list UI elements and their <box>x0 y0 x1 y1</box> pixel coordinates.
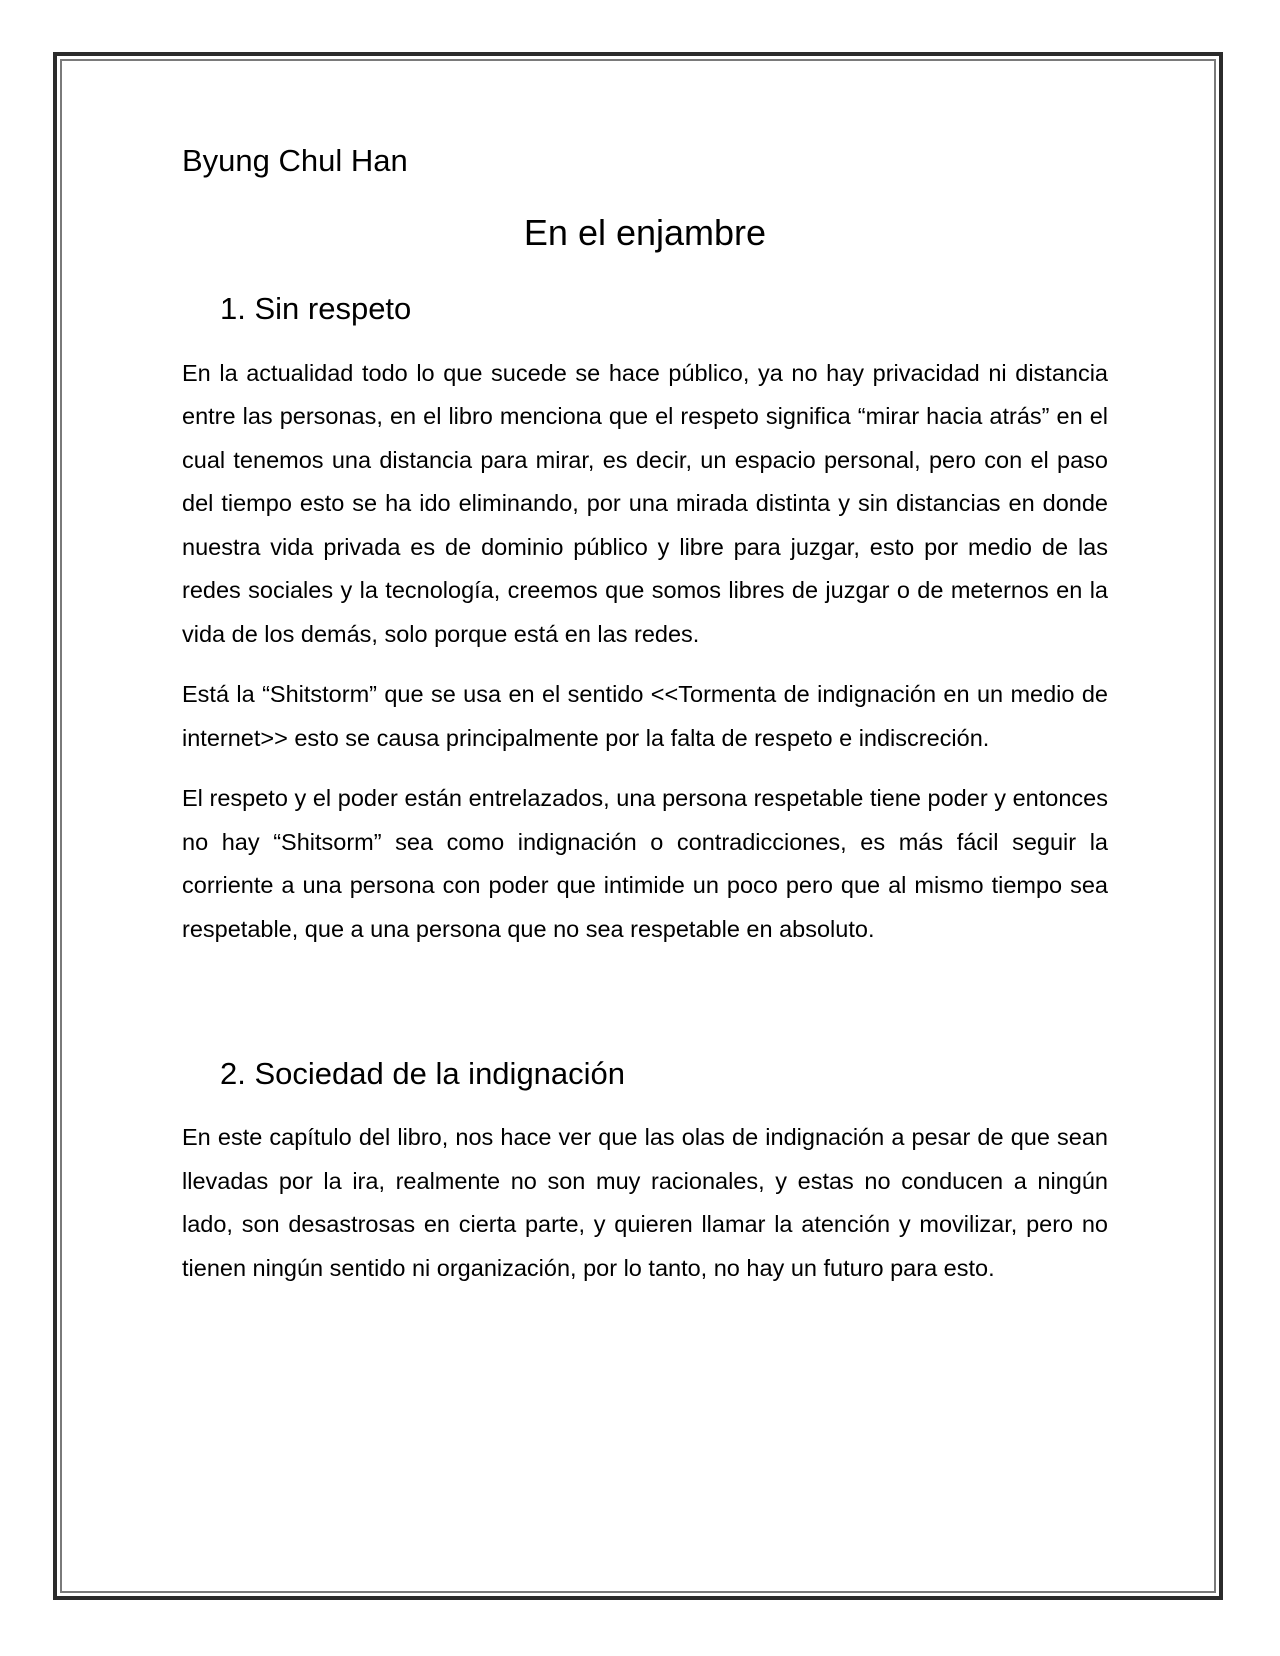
document-body <box>182 142 1108 1290</box>
section-sin-respeto <box>182 290 1108 951</box>
paragraph: El respeto y el poder están entrelazados, una persona respetable tiene poder y entonces no hay “Shitsorm” sea como indignación o contradicciones, es más fácil seguir la corriente a una persona con poder que intimide un poco pero que al mismo tiempo sea respetable, que a una persona que no sea respetable en absoluto. <box>182 785 1108 942</box>
page-border <box>53 52 1223 1600</box>
paragraph: Está la “Shitstorm” que se usa en el sentido <<Tormenta de indignación en un medio de internet>> esto se causa principalmente por la falta de respeto e indiscreción. <box>182 681 1108 751</box>
author-name: Byung Chul Han <box>182 143 408 178</box>
paragraph: En este capítulo del libro, nos hace ver que las olas de indignación a pesar de que sean llevadas por la ira, realmente no son muy racionales, y estas no conducen a ningún lado, son desastrosas en cierta parte, y quieren llamar la atención y movilizar, pero no tienen ningún sentido ni organización, por lo tanto, no hay un futuro para esto. <box>182 1124 1108 1281</box>
section-heading: 1. Sin respeto <box>220 291 412 327</box>
paragraph: En la actualidad todo lo que sucede se hace público, ya no hay privacidad ni distancia entre las personas, en el libro menciona que el respeto significa “mirar hacia atrás” en el cual tenemos una distancia para mirar, es decir, un espacio personal, pero con el paso del tiempo esto se ha ido eliminando, por una mirada distinta y sin distancias en donde nuestra vida privada es de dominio público y libre para juzgar, esto por medio de las redes sociales y la tecnología, creemos que somos libres de juzgar o de meternos en la vida de los demás, solo porque está en las redes. <box>182 359 1108 647</box>
section-sociedad-indignacion <box>182 1055 1108 1290</box>
document-title: En el enjambre <box>523 212 767 254</box>
section-heading: 2. Sociedad de la indignación <box>220 1056 626 1092</box>
